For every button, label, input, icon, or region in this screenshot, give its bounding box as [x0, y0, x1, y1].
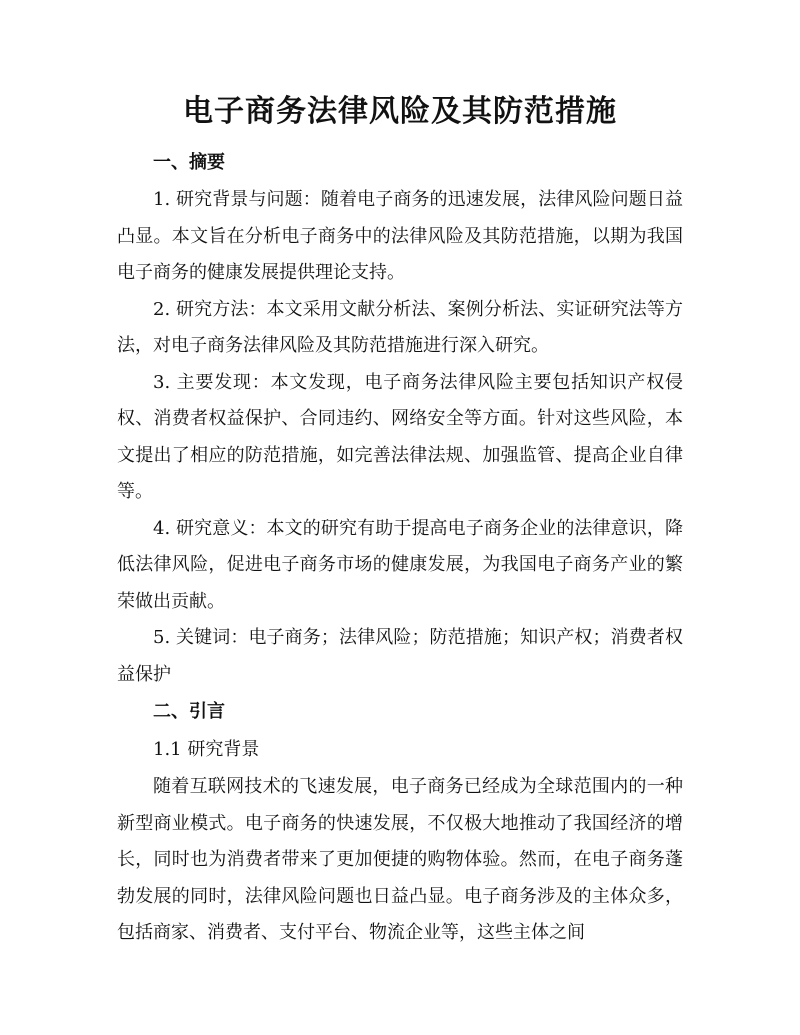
abstract-paragraph-background: 1. 研究背景与问题：随着电子商务的迅速发展，法律风险问题日益凸显。本文旨在分析电子商务中的法律风险及其防范措施，以期为我国电子商务的健康发展提供理论支持。	[117, 189, 683, 283]
subsection-heading-background: 1.1 研究背景	[153, 739, 260, 760]
section-heading-abstract: 一、摘要	[153, 152, 225, 173]
document-body	[117, 144, 683, 952]
abstract-paragraph-findings: 3. 主要发现：本文发现，电子商务法律风险主要包括知识产权侵权、消费者权益保护、合同违约、网络安全等方面。针对这些风险，本文提出了相应的防范措施，如完善法律法规、加强监管、提高企业自律等。	[117, 371, 683, 502]
introduction-paragraph: 随着互联网技术的飞速发展，电子商务已经成为全球范围内的一种新型商业模式。电子商务的快速发展，不仅极大地推动了我国经济的增长，同时也为消费者带来了更加便捷的购物体验。然而，在电子商务蓬勃发展的同时，法律风险问题也日益凸显。电子商务涉及的主体众多，包括商家、消费者、支付平台、物流企业等，这些主体之间	[117, 776, 683, 943]
section-heading-introduction: 二、引言	[153, 701, 225, 722]
abstract-paragraph-method: 2. 研究方法：本文采用文献分析法、案例分析法、实证研究法等方法，对电子商务法律风险及其防范措施进行深入研究。	[117, 298, 683, 356]
abstract-paragraph-significance: 4. 研究意义：本文的研究有助于提高电子商务企业的法律意识，降低法律风险，促进电子商务市场的健康发展，为我国电子商务产业的繁荣做出贡献。	[117, 517, 683, 612]
abstract-paragraph-keywords: 5. 关键词：电子商务；法律风险；防范措施；知识产权；消费者权益保护	[117, 627, 683, 685]
document-title: 电子商务法律风险及其防范措施	[183, 94, 617, 129]
